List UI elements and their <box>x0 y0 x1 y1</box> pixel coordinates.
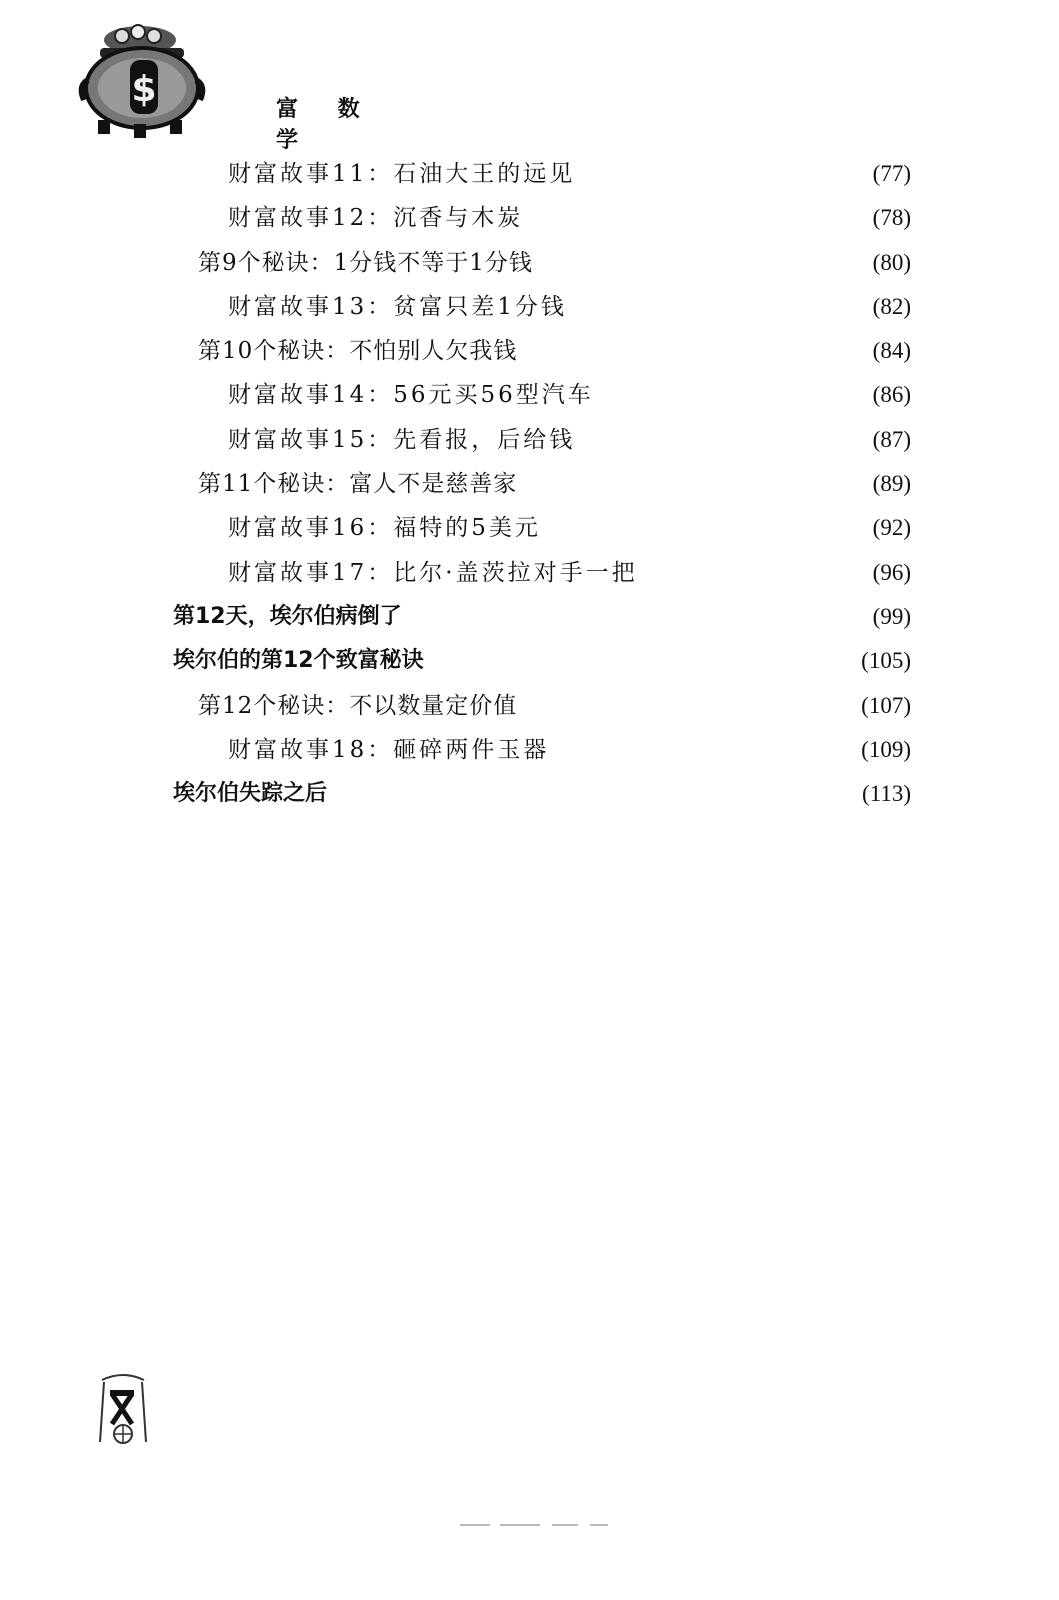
toc-entry[interactable] <box>0 329 1059 373</box>
toc-entry[interactable] <box>0 772 1059 816</box>
toc-entry[interactable] <box>0 595 1059 639</box>
toc-entry-page: (84) <box>872 338 911 364</box>
toc-entry-page: (92) <box>872 515 911 541</box>
scan-speck <box>552 1524 578 1526</box>
toc-entry[interactable] <box>0 285 1059 329</box>
toc-entry-page: (96) <box>872 559 911 585</box>
toc-entry-page: (77) <box>872 161 911 186</box>
toc-entry[interactable] <box>0 684 1059 728</box>
toc-entry[interactable] <box>0 462 1059 506</box>
toc-entry[interactable] <box>0 152 1059 196</box>
toc-entry-page: (80) <box>872 249 911 275</box>
header-title: 富 数 学 <box>276 97 376 153</box>
page-corner-emblem-icon <box>96 1372 150 1448</box>
toc-entry-page: (82) <box>872 293 911 319</box>
toc-entry-title: 第11个秘诀：富人不是慈善家 <box>198 471 518 498</box>
toc-entry-title: 第12个秘诀：不以数量定价值 <box>198 692 518 719</box>
toc-entry[interactable] <box>0 418 1059 462</box>
table-of-contents <box>0 152 1059 816</box>
toc-entry-title: 财富故事14：56元买56型汽车 <box>228 382 594 409</box>
toc-entry-page: (89) <box>872 471 911 497</box>
toc-entry-title: 财富故事15：先看报，后给钱 <box>228 426 576 453</box>
toc-entry[interactable] <box>0 551 1059 595</box>
toc-entry[interactable] <box>0 373 1059 417</box>
toc-entry-title: 埃尔伯的第12个致富秘诀 <box>173 648 424 674</box>
toc-entry[interactable] <box>0 241 1059 285</box>
svg-text:$: $ <box>131 69 157 110</box>
scan-speck <box>590 1524 608 1526</box>
toc-entry[interactable] <box>0 506 1059 550</box>
toc-entry-title: 财富故事12：沉香与木炭 <box>228 205 524 232</box>
money-pot-icon <box>78 22 208 142</box>
toc-entry-page: (99) <box>872 603 911 629</box>
scan-speck <box>500 1524 540 1526</box>
running-header <box>78 22 398 153</box>
scan-speck <box>460 1524 490 1526</box>
toc-entry-page: (87) <box>872 426 911 452</box>
toc-entry[interactable] <box>0 728 1059 772</box>
toc-entry-title: 埃尔伯失踪之后 <box>173 781 328 807</box>
toc-entry-title: 财富故事13：贫富只差1分钱 <box>228 293 567 320</box>
toc-entry-title: 第12天，埃尔伯病倒了 <box>173 603 402 629</box>
toc-entry-title: 第9个秘诀：1分钱不等于1分钱 <box>198 249 533 276</box>
toc-entry-page: (78) <box>872 205 911 231</box>
toc-entry-page: (107) <box>861 692 911 718</box>
toc-entry-title: 第10个秘诀：不怕别人欠我钱 <box>198 338 518 365</box>
toc-entry-page: (86) <box>872 382 911 408</box>
toc-entry-title: 财富故事17：比尔·盖茨拉对手一把 <box>228 559 638 586</box>
toc-entry-title: 财富故事11：石油大王的远见 <box>228 161 576 187</box>
toc-entry[interactable] <box>0 639 1059 683</box>
toc-entry-title: 财富故事18：砸碎两件玉器 <box>228 736 550 763</box>
toc-entry-page: (109) <box>861 736 911 762</box>
toc-entry-page: (113) <box>862 781 911 807</box>
toc-entry-title: 财富故事16：福特的5美元 <box>228 515 541 542</box>
toc-entry-page: (105) <box>861 648 911 674</box>
toc-entry[interactable] <box>0 196 1059 240</box>
